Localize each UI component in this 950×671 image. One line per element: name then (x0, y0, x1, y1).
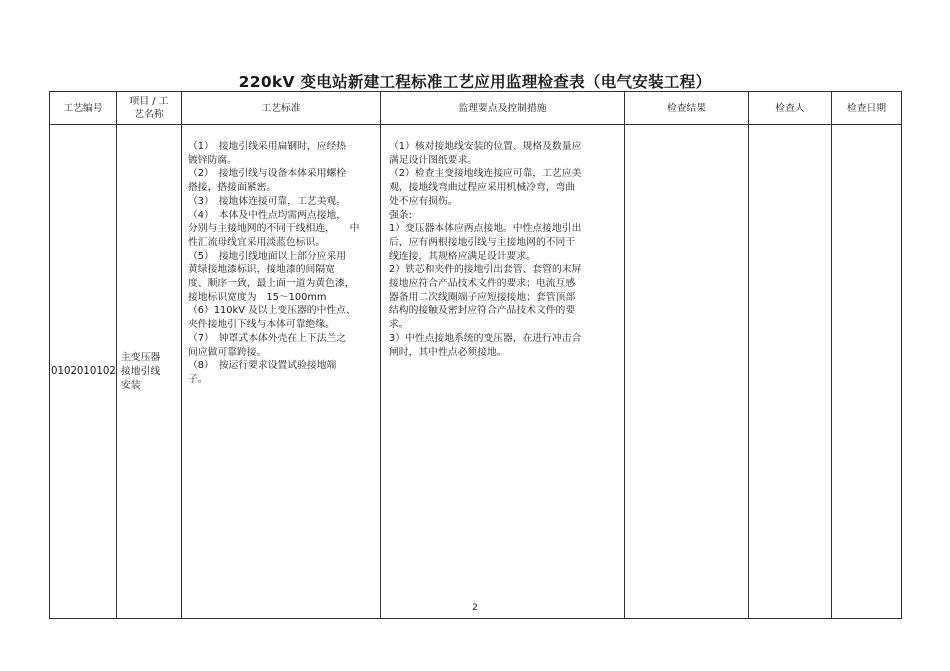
supervision-line: 强条: (389, 209, 412, 221)
supervision-line: 1）变压器本体应两点接地。中性点接地引出 (389, 223, 582, 235)
cell-supervision (381, 125, 625, 619)
supervision-line: 器备用二次线圈端子应短接接地；套管顶部 (389, 291, 576, 303)
standard-line: （3） 接地体连接可靠，工艺美观。 (188, 195, 347, 207)
header-inspector: 检查人 (749, 92, 832, 125)
header-code: 工艺编号 (50, 92, 117, 125)
supervision-line: 观，接地线弯曲过程应采用机械冷弯，弯曲 (389, 182, 576, 194)
header-standard: 工艺标准 (182, 92, 381, 125)
supervision-line: 后，应有两根接地引线与主接地网的不同干 (389, 236, 576, 248)
standard-line: （5） 接地引线地面以上部分应采用 (188, 250, 347, 262)
header-item-name-line2: 艺名称 (134, 109, 164, 120)
cell-inspector[interactable] (749, 125, 832, 619)
standard-line: （7） 钟罩式本体外壳在上下法兰之 (188, 332, 347, 344)
supervision-line: 满足设计图纸要求。 (389, 154, 478, 166)
standard-line: 间应做可靠跨接。 (188, 346, 267, 358)
supervision-line: （1）核对接地线安装的位置、规格及数量应 (389, 141, 582, 152)
page-number: 2 (472, 603, 478, 613)
supervision-line: 处不应有损伤。 (389, 195, 458, 207)
page-title: 220kV 变电站新建工程标准工艺应用监理检查表（电气安装工程） (238, 73, 712, 91)
header-date: 检查日期 (832, 92, 902, 125)
standard-line: 夹件接地引下线与本体可靠绝缘。 (188, 319, 335, 331)
item-name-line: 安装 (121, 379, 141, 391)
inspection-table (49, 91, 902, 619)
table-row (50, 125, 902, 619)
standard-line: 分别与主接地网的不同干线相连， 中 (188, 223, 360, 235)
item-name-line: 接地引线 (121, 365, 161, 377)
standard-line: 搭接，搭接面紧密。 (188, 182, 277, 194)
header-supervision: 监理要点及控制措施 (381, 92, 625, 125)
standard-line: （8） 按运行要求设置试验接地端 (188, 360, 337, 372)
supervision-line: （2）检查主变接地线连接应可靠，工艺应美 (389, 168, 582, 180)
standard-line: 接地标识宽度为 15～100mm (188, 291, 327, 303)
standard-line: 度、顺序一致，最上面一道为黄色漆， (188, 278, 355, 290)
header-result: 检查结果 (625, 92, 749, 125)
standard-line: 子。 (188, 373, 208, 385)
standard-line: （6）110kV 及以上变压器的中性点、 (188, 305, 356, 317)
supervision-line: 线连接，其规格应满足设计要求。 (389, 250, 536, 262)
supervision-line: 结构的接触及密封应符合产品技术文件的要 (389, 305, 576, 317)
standard-line: 镀锌防腐。 (188, 154, 237, 166)
cell-result[interactable] (625, 125, 749, 619)
cell-date[interactable] (832, 125, 902, 619)
standard-line: （1） 接地引线采用扁钢时，应经热 (188, 141, 347, 152)
cell-code: 0102010102 (50, 125, 117, 619)
supervision-line: 3）中性点接地系统的变压器，在进行冲击合 (389, 332, 582, 344)
cell-item-name (117, 125, 182, 619)
supervision-line: 2）铁芯和夹件的接地引出套管、套管的末屏 (389, 264, 582, 276)
table-header-row (50, 92, 902, 125)
standard-line: 黄绿接地漆标识，接地漆的间隔宽 (188, 264, 335, 276)
item-name-line: 主变压器 (121, 351, 161, 363)
header-item-name-line1: 项目 / 工 (129, 96, 169, 107)
cell-standard (182, 125, 381, 619)
supervision-line: 接地应符合产品技术文件的要求；电流互感 (389, 278, 576, 290)
supervision-line: 求。 (389, 319, 409, 331)
standard-line: （2） 接地引线与设备本体采用螺栓 (188, 168, 347, 180)
standard-line: （4） 本体及中性点均需两点接地， (188, 209, 347, 221)
standard-line: 性汇流母线宜采用淡蓝色标识。 (188, 236, 326, 248)
header-item-name (117, 92, 182, 125)
supervision-line: 闸时，其中性点必须接地。 (389, 346, 507, 358)
